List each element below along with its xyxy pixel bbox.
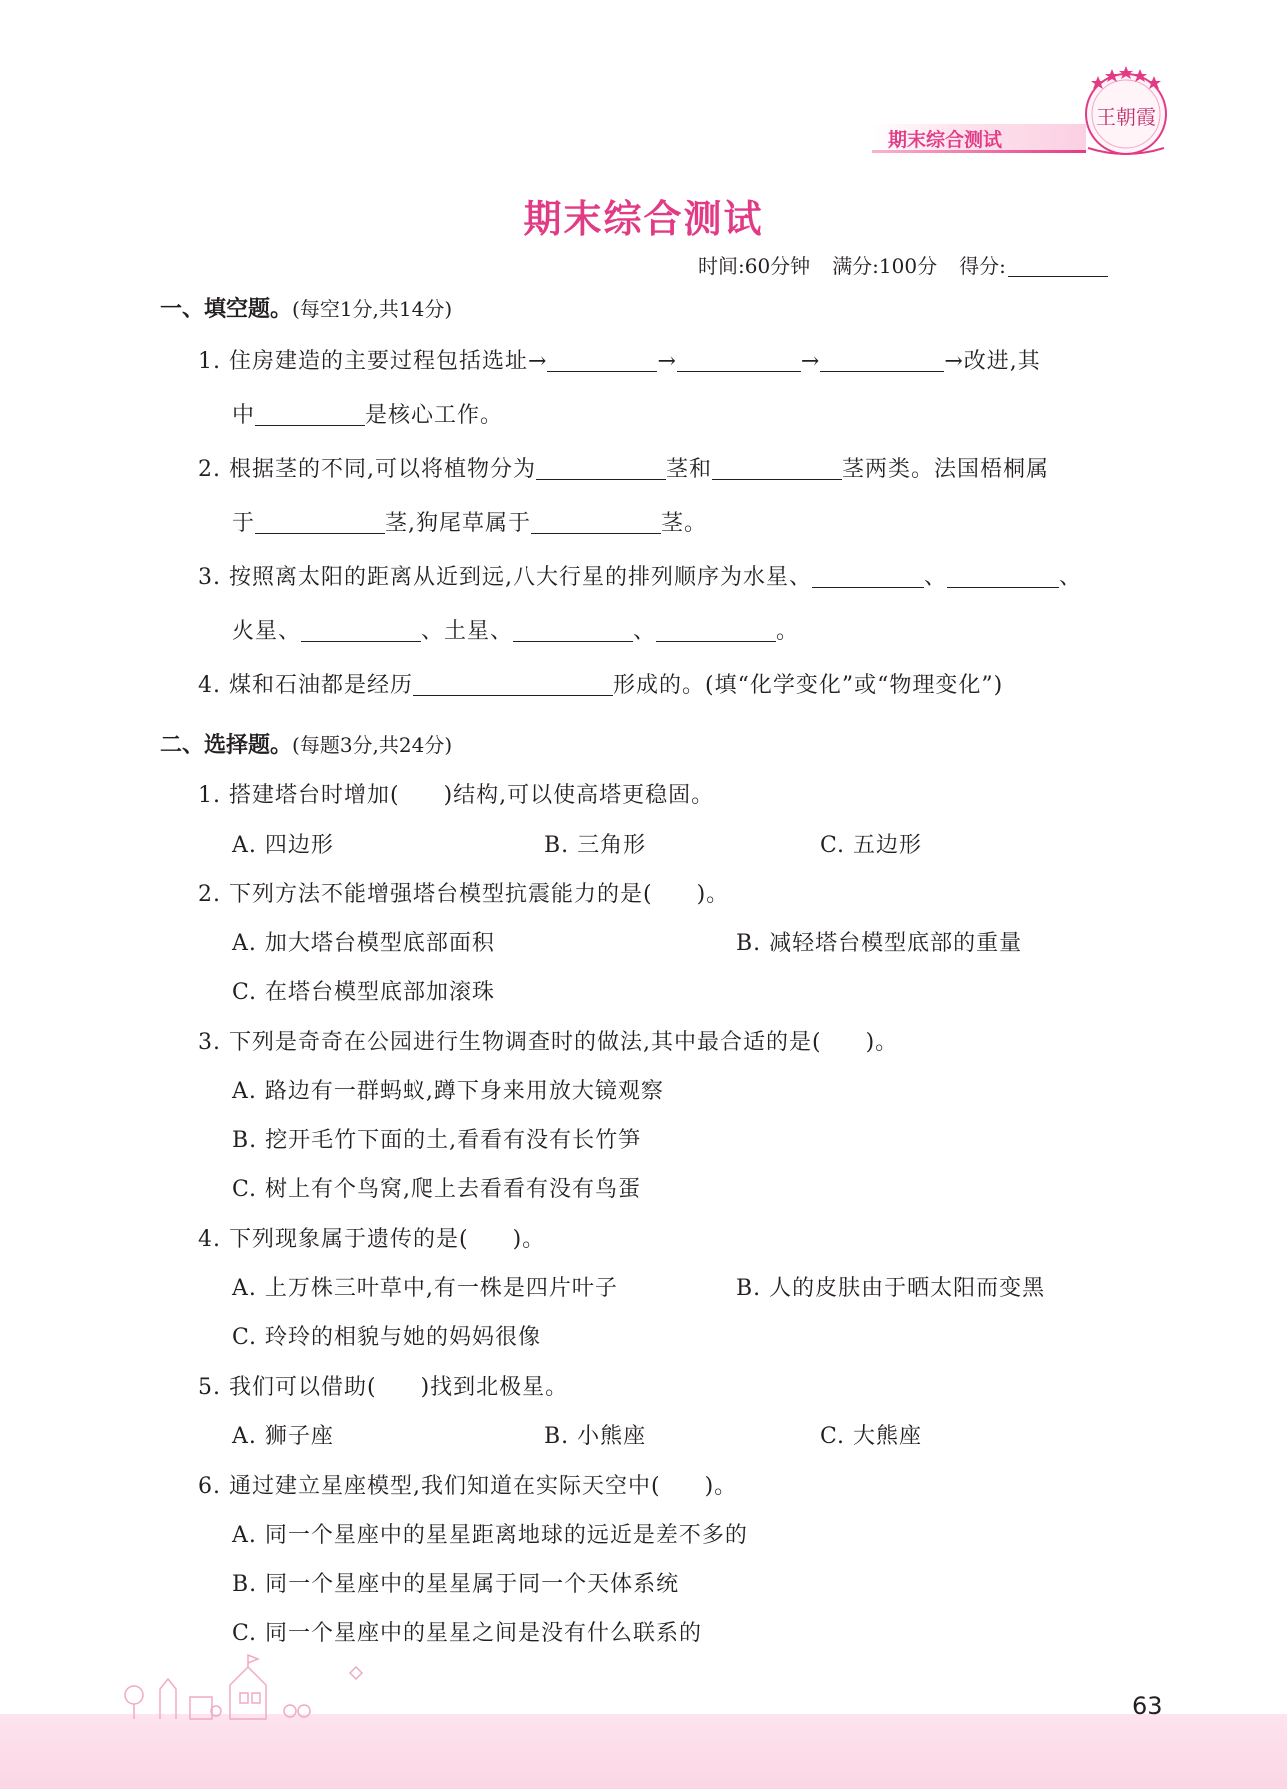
- choice-q3-option-b[interactable]: B. 挖开毛竹下面的土,看看有没有长竹笋: [232, 1128, 642, 1153]
- score-label: 得分:: [959, 254, 1006, 278]
- full-score: 满分:100分: [832, 254, 938, 278]
- choice-q4-option-b[interactable]: B. 人的皮肤由于晒太阳而变黑: [736, 1276, 1046, 1301]
- choice-q6-option-a[interactable]: A. 同一个星座中的星星距离地球的远近是差不多的: [232, 1523, 748, 1548]
- footer-band: [0, 1714, 1287, 1789]
- answer-blank[interactable]: [712, 457, 842, 480]
- choice-q2: 2. 下列方法不能增强塔台模型抗震能力的是( )。: [198, 882, 730, 907]
- answer-blank[interactable]: [536, 457, 666, 480]
- answer-blank[interactable]: [413, 673, 613, 696]
- page-title: 期末综合测试: [523, 197, 764, 241]
- score-blank[interactable]: [1008, 256, 1108, 277]
- choice-q1-option-b[interactable]: B. 三角形: [544, 833, 647, 858]
- choice-q1-option-c[interactable]: C. 五边形: [820, 833, 923, 858]
- choice-q1-option-a[interactable]: A. 四边形: [232, 833, 334, 858]
- page-number: 63: [1132, 1692, 1163, 1720]
- fill-q3-line2: 火星、 、土星、 、 。: [232, 619, 800, 644]
- section-fill-title: 一、填空题。(每空1分,共14分): [160, 297, 453, 322]
- answer-blank[interactable]: [820, 349, 944, 372]
- header-divider: [872, 150, 1086, 153]
- exam-meta: [698, 250, 1130, 279]
- answer-blank[interactable]: [255, 403, 365, 426]
- choice-q4-option-a[interactable]: A. 上万株三叶草中,有一株是四片叶子: [232, 1276, 618, 1301]
- choice-q6-option-c[interactable]: C. 同一个星座中的星星之间是没有什么联系的: [232, 1621, 703, 1646]
- answer-blank[interactable]: [812, 565, 924, 588]
- seal-logo-icon: [1068, 60, 1184, 160]
- choice-q2-option-a[interactable]: A. 加大塔台模型底部面积: [232, 931, 495, 956]
- answer-blank[interactable]: [301, 619, 421, 642]
- answer-blank[interactable]: [677, 349, 801, 372]
- answer-blank[interactable]: [513, 619, 633, 642]
- answer-blank[interactable]: [656, 619, 776, 642]
- fill-q1-line2: 中 是核心工作。: [232, 403, 504, 428]
- castle-illustration-icon: [120, 1645, 400, 1725]
- choice-q3-option-c[interactable]: C. 树上有个鸟窝,爬上去看看有没有鸟蛋: [232, 1177, 642, 1202]
- svg-text:王朝霞: 王朝霞: [1096, 105, 1156, 129]
- choice-q3-option-a[interactable]: A. 路边有一群蚂蚁,蹲下身来用放大镜观察: [232, 1079, 664, 1104]
- fill-q1-line1: 1. 住房建造的主要过程包括选址→ → → →改进,其: [198, 349, 1041, 374]
- choice-q5-option-b[interactable]: B. 小熊座: [544, 1424, 647, 1449]
- choice-q5: 5. 我们可以借助( )找到北极星。: [198, 1375, 569, 1400]
- choice-q6: 6. 通过建立星座模型,我们知道在实际天空中( )。: [198, 1474, 738, 1499]
- choice-q4: 4. 下列现象属于遗传的是( )。: [198, 1227, 546, 1252]
- choice-q6-option-b[interactable]: B. 同一个星座中的星星属于同一个天体系统: [232, 1572, 680, 1597]
- choice-q5-option-a[interactable]: A. 狮子座: [232, 1424, 334, 1449]
- section-choice-title: 二、选择题。(每题3分,共24分): [160, 733, 453, 758]
- answer-blank[interactable]: [547, 349, 657, 372]
- fill-q4: 4. 煤和石油都是经历 形成的。(填“化学变化”或“物理变化”): [198, 673, 1004, 698]
- choice-q5-option-c[interactable]: C. 大熊座: [820, 1424, 923, 1449]
- answer-blank[interactable]: [255, 511, 385, 534]
- answer-blank[interactable]: [531, 511, 661, 534]
- choice-q4-option-c[interactable]: C. 玲玲的相貌与她的妈妈很像: [232, 1325, 542, 1350]
- choice-q1: 1. 搭建塔台时增加( )结构,可以使高塔更稳固。: [198, 783, 715, 808]
- fill-q2-line1: 2. 根据茎的不同,可以将植物分为 茎和 茎两类。法国梧桐属: [198, 457, 1050, 482]
- choice-q2-option-c[interactable]: C. 在塔台模型底部加滚珠: [232, 980, 496, 1005]
- answer-blank[interactable]: [947, 565, 1059, 588]
- fill-q3-line1: 3. 按照离太阳的距离从近到远,八大行星的排列顺序为水星、 、 、: [198, 565, 1083, 590]
- header-tag: 期末综合测试: [872, 124, 1086, 152]
- time-limit: 时间:60分钟: [698, 254, 811, 278]
- fill-q2-line2: 于 茎,狗尾草属于 茎。: [232, 511, 708, 536]
- choice-q3: 3. 下列是奇奇在公园进行生物调查时的做法,其中最合适的是( )。: [198, 1030, 899, 1055]
- choice-q2-option-b[interactable]: B. 减轻塔台模型底部的重量: [736, 931, 1023, 956]
